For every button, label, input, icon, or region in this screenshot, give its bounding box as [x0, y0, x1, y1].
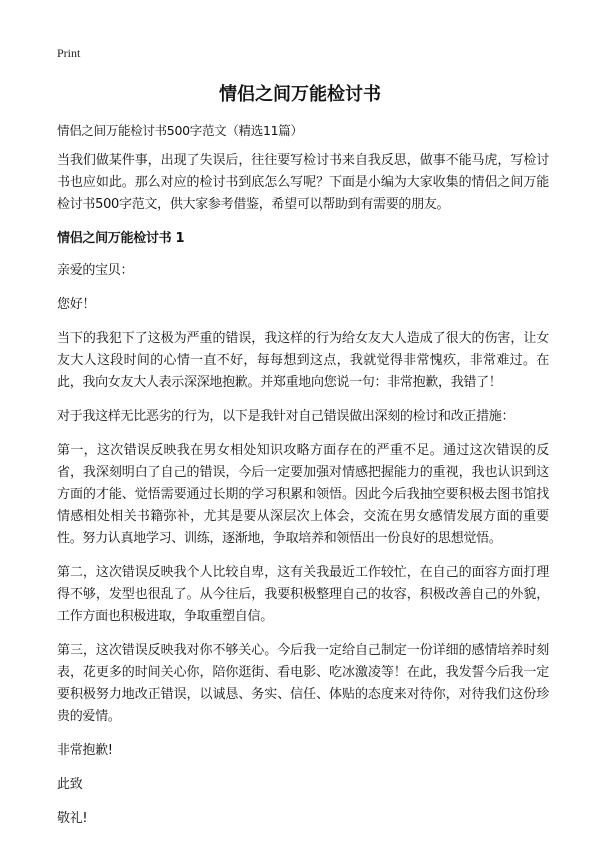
body-paragraph-4: 第二，这次错误反映我个人比较自卑，这有关我最近工作较忙，在自己的面容方面打理得不够，发型也很乱了。从今往后，我要积极整理自己的妆容，积极改善自己的外貌，工作方面也积极进取，争取重塑自信。	[57, 565, 549, 624]
intro-paragraph: 当我们做某件事，出现了失误后，往往要写检讨书来自我反思，做事不能马虎，写检讨书也应如此。那么对应的检讨书到底怎么写呢？下面是小编为大家收集的情侣之间万能检讨书500字范文，供大家参考借鉴，希望可以帮助到有需要的朋友。	[57, 153, 549, 212]
print-link[interactable]: Print	[57, 46, 81, 60]
closing-line-1: 此致	[57, 777, 83, 792]
body-paragraph-3: 第一，这次错误反映我在男女相处知识攻略方面存在的严重不足。通过这次错误的反省，我深刻明白了自己的错误，今后一定要加强对情感把握能力的重视，我也认识到这方面的才能、觉悟需要通过长期的学习积累和领悟。因此今后我抽空要积极去图书馆找情感相处相关书籍弥补，尤其是要从深层次上体会，交流在男女感情发展方面的重要性。努力认真地学习、训练，逐渐地，争取培养和领悟出一份良好的思想觉悟。	[57, 443, 549, 546]
salutation: 亲爱的宝贝：	[57, 263, 134, 278]
document-body	[57, 120, 549, 842]
apology-line: 非常抱歉!	[57, 743, 113, 758]
body-paragraph-2: 对于我这样无比恶劣的行为，以下是我针对自己错误做出深刻的检讨和改正措施：	[57, 409, 515, 424]
section-heading: 情侣之间万能检讨书 1	[57, 231, 185, 246]
body-paragraph-5: 第三，这次错误反映我对你不够关心。今后我一定给自己制定一份详细的感情培养时刻表，花更多的时间关心你，陪你逛街、看电影、吃冰激凌等！在此，我发誓今后我一定要积极努力地改正错误，以诚恳、务实、信任、体贴的态度来对待你，对待我们这份珍贵的爱情。	[57, 643, 549, 724]
closing-line-2: 敬礼!	[57, 811, 88, 826]
body-paragraph-1: 当下的我犯下了这极为严重的错误，我这样的行为给女友大人造成了很大的伤害，让女友大人这段时间的心情一直不好，每每想到这点，我就觉得非常愧疚，非常难过。在此，我向女友大人表示深深地抱歉。并郑重地向您说一句：非常抱歉，我错了！	[57, 331, 549, 390]
document-title: 情侣之间万能检讨书	[219, 84, 381, 105]
document-subtitle: 情侣之间万能检讨书500字范文（精选11篇）	[57, 123, 303, 138]
greeting: 您好！	[57, 297, 96, 312]
